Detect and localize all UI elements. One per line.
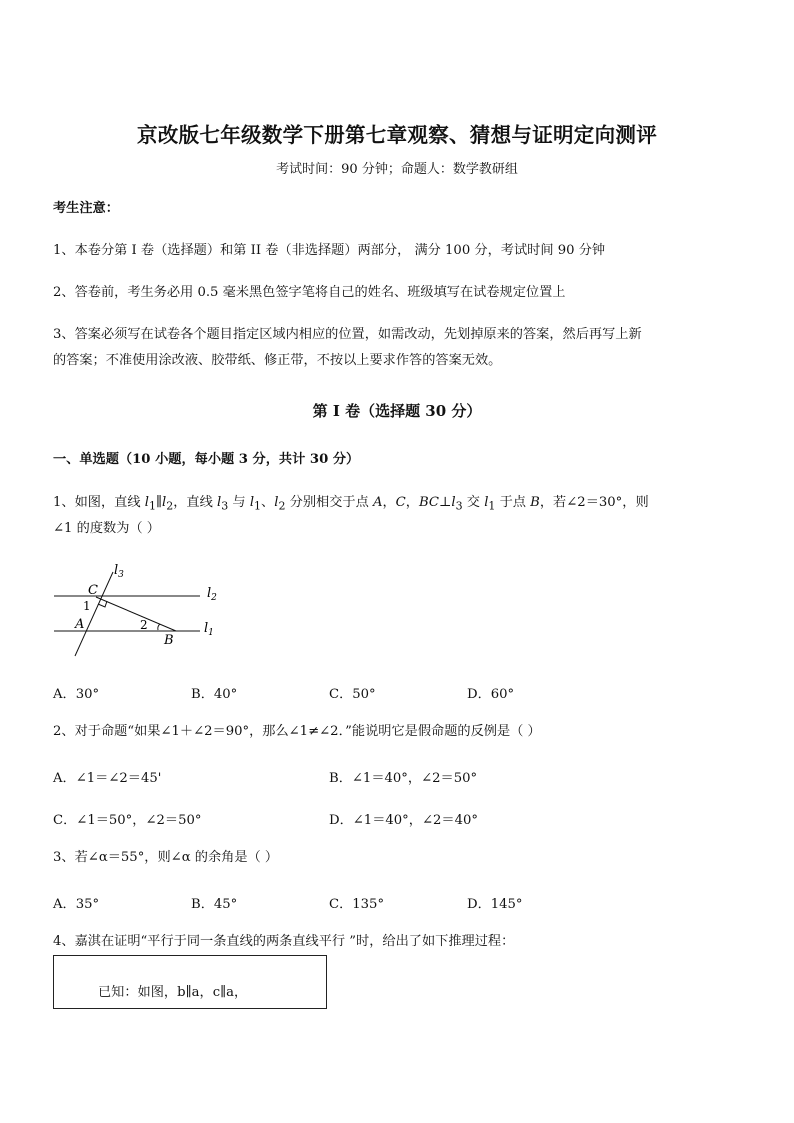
q1-option-b[interactable]: B．40° [191, 687, 238, 702]
q4-given: 已知：如图，b∥a，c∥a， [98, 985, 248, 1000]
label-point-c: C [88, 583, 98, 598]
exam-title: 京改版七年级数学下册第七章观察、猜想与证明定向测评 [137, 123, 657, 147]
part-title: 一、单选题（10 小题，每小题 3 分，共计 30 分） [53, 452, 360, 467]
segment-bc [96, 597, 176, 631]
q1-option-c[interactable]: C．50° [329, 687, 376, 702]
angle-2-arc [158, 624, 160, 630]
q2-option-b[interactable]: B．∠1＝40°，∠2＝50° [329, 771, 478, 786]
q3-stem: 3、若∠α＝55°，则∠α 的余角是（ ） [53, 850, 279, 865]
q2-option-c[interactable]: C．∠1＝50°，∠2＝50° [53, 813, 202, 828]
label-angle-2: 2 [140, 618, 148, 632]
q3-option-b[interactable]: B．45° [191, 897, 238, 912]
section-title: 第 I 卷（选择题 30 分） [312, 402, 482, 420]
q1-option-d[interactable]: D．60° [467, 687, 515, 702]
label-l1: $l_1$ [204, 621, 214, 638]
q1-stem-line2: ∠1 的度数为（ ） [53, 521, 160, 536]
q1-option-a[interactable]: A．30° [53, 687, 100, 702]
label-point-a: A [75, 617, 85, 632]
q2-option-d[interactable]: D．∠1＝40°，∠2＝40° [329, 813, 478, 828]
label-angle-1: 1 [83, 599, 91, 613]
exam-subtitle: 考试时间：90 分钟；命题人：数学教研组 [276, 162, 518, 177]
notice-heading: 考生注意： [53, 201, 119, 216]
q3-option-d[interactable]: D．145° [467, 897, 523, 912]
q1-figure [50, 560, 230, 660]
q2-stem: 2、对于命题“如果∠1＋∠2＝90°，那么∠1≠∠2．”能说明它是假命题的反例是（ ） [53, 724, 541, 739]
q4-stem: 4、嘉淇在证明“平行于同一条直线的两条直线平行 ”时，给出了如下推理过程： [53, 934, 515, 949]
q4-proof-box [53, 955, 327, 1009]
q1-stem-line1: 1、如图，直线 $l_1\parallel l_2$，直线 $l_3$ 与 $l_1$、$l_2$ 分别相交于点 A，C，$BC\perp l_3$ 交 $l_1$ 于点 B，若∠2＝30°，则 [53, 495, 649, 513]
notice-item-3: 3、答案必须写在试卷各个题目指定区域内相应的位置，如需改动，先划掉原来的答案，然后再写上新 [53, 327, 642, 342]
label-l2: $l_2$ [207, 586, 217, 603]
label-point-b: B [164, 633, 174, 648]
notice-item-2: 2、答卷前，考生务必用 0.5 毫米黑色签字笔将自己的姓名、班级填写在试卷规定位置上 [53, 285, 566, 300]
q3-option-a[interactable]: A．35° [53, 897, 100, 912]
notice-item-3-cont: 的答案；不准使用涂改液、胶带纸、修正带，不按以上要求作答的答案无效。 [53, 353, 502, 368]
q3-option-c[interactable]: C．135° [329, 897, 385, 912]
notice-item-1: 1、本卷分第 I 卷（选择题）和第 II 卷（非选择题）两部分， 满分 100 分，考试时间 90 分钟 [53, 243, 606, 258]
q2-option-a[interactable]: A．∠1＝∠2＝45' [53, 771, 162, 786]
label-l3: $l_3$ [114, 563, 124, 580]
